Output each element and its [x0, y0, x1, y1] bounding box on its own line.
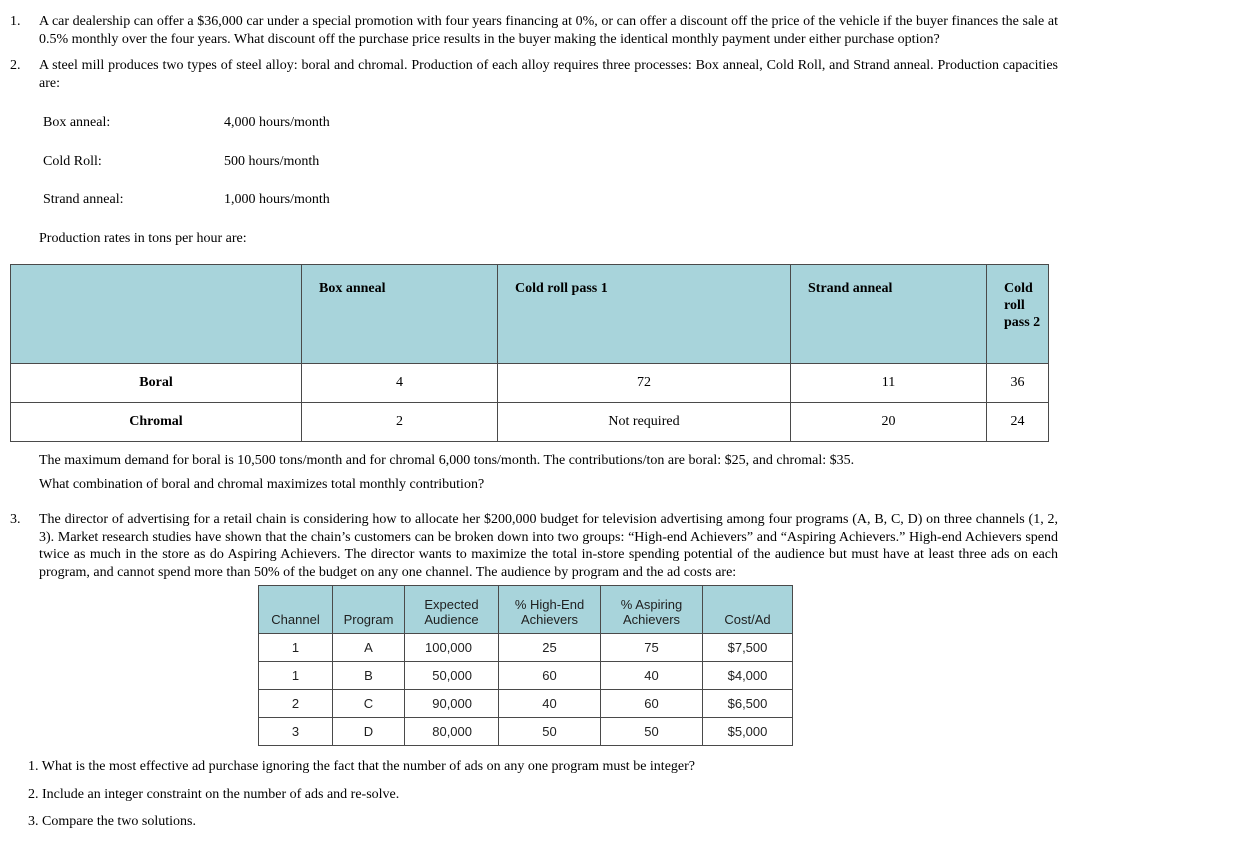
- rates-header-strand-anneal: Strand anneal: [791, 265, 987, 364]
- table-cell: 90,000: [405, 690, 499, 718]
- problem-2-number: 2.: [10, 58, 21, 73]
- row-header-boral: Boral: [11, 364, 302, 403]
- ads-row-program-d: [259, 718, 793, 746]
- table-cell: 75: [601, 634, 703, 662]
- subquestion-list: [28, 758, 1058, 831]
- table-cell: 40: [601, 662, 703, 690]
- ads-row-program-b: [259, 662, 793, 690]
- table-cell: 20: [791, 403, 987, 442]
- ads-header-channel: Channel: [259, 586, 333, 634]
- subquestion-3: 3. Compare the two solutions.: [28, 814, 196, 829]
- table-cell: 2: [302, 403, 498, 442]
- capacity-label: Strand anneal:: [43, 192, 124, 207]
- table-cell: 11: [791, 364, 987, 403]
- row-header-chromal: Chromal: [11, 403, 302, 442]
- ads-header-row: [259, 586, 793, 634]
- table-cell: $6,500: [703, 690, 793, 718]
- demand-text: The maximum demand for boral is 10,500 tons/month and for chromal 6,000 tons/month. The contributions/ton are boral: $25, and chromal: $35.: [39, 453, 855, 468]
- table-cell: $4,000: [703, 662, 793, 690]
- table-cell: 100,000: [405, 634, 499, 662]
- ads-header-high-end-achievers: % High-End Achievers: [499, 586, 601, 634]
- ads-header-expected-audience: Expected Audience: [405, 586, 499, 634]
- ads-row-program-a: [259, 634, 793, 662]
- capacity-row-cold-roll: [43, 153, 1058, 171]
- ads-header-aspiring-achievers: % Aspiring Achievers: [601, 586, 703, 634]
- production-rates-caption: Production rates in tons per hour are:: [39, 230, 247, 246]
- table-cell: B: [333, 662, 405, 690]
- rates-header-row: [11, 265, 1049, 364]
- table-cell: 50: [601, 718, 703, 746]
- table-cell: C: [333, 690, 405, 718]
- problem-3-intro: The director of advertising for a retail chain is considering how to allocate her $200,000 budget for television advertising among four programs (A, B, C, D) on three channels (1, 2, 3). Market research studies have shown that the chain’s customers can be broken down into two groups: “High-end Achievers” and “Aspiring Achievers.” High-end Achievers spend twice as much in the store as do Aspiring Achievers. The director wants to maximize the total in-store spending potential of the audience but must have at least three ads on each program, and cannot spend more than 50% of the budget on any one channel. The audience by program and the ad costs are:: [39, 512, 1058, 580]
- subquestion-1: 1. What is the most effective ad purchase ignoring the fact that the number of ads on any one program must be integer?: [28, 759, 695, 774]
- subquestion-2: 2. Include an integer constraint on the number of ads and re-solve.: [28, 786, 400, 802]
- table-cell: A: [333, 634, 405, 662]
- capacity-label: Cold Roll:: [43, 153, 102, 169]
- problem-2-question: What combination of boral and chromal maximizes total monthly contribution?: [39, 476, 485, 492]
- problem-1-content: [39, 13, 1058, 48]
- rates-row-chromal: [11, 403, 1049, 442]
- problem-3-content: [28, 511, 1058, 841]
- problem-2-intro: A steel mill produces two types of steel alloy: boral and chromal. Production of each alloy requires three processes: Box anneal, Cold Roll, and Strand anneal. Production capacities are:: [39, 58, 1058, 91]
- problem-1-text: A car dealership can offer a $36,000 car under a special promotion with four years financing at 0%, or can offer a discount off the price of the vehicle if the buyer finances the sale at 0.5% monthly over the four years. What discount off the purchase price results in the buyer making the identical monthly payment under either purchase option?: [39, 14, 1058, 47]
- table-cell: $7,500: [703, 634, 793, 662]
- table-cell: 50,000: [405, 662, 499, 690]
- rates-header-empty-cell: [11, 265, 302, 364]
- problem-1: [10, 13, 1058, 48]
- table-cell: 50: [499, 718, 601, 746]
- table-cell: $5,000: [703, 718, 793, 746]
- problem-2-content: [39, 57, 1058, 502]
- table-cell: 60: [499, 662, 601, 690]
- rates-header-cold-roll-pass-1: Cold roll pass 1: [498, 265, 791, 364]
- capacity-value: 1,000 hours/month: [224, 192, 330, 207]
- table-cell: 72: [498, 364, 791, 403]
- ads-header-cost-per-ad: Cost/Ad: [703, 586, 793, 634]
- table-cell: 4: [302, 364, 498, 403]
- capacity-row-strand-anneal: [43, 191, 1058, 209]
- problem-3-number: 3.: [10, 512, 21, 527]
- ads-header-program: Program: [333, 586, 405, 634]
- capacity-row-box-anneal: [43, 114, 1058, 132]
- table-cell: 3: [259, 718, 333, 746]
- problem-3: [10, 511, 1058, 841]
- table-cell: 60: [601, 690, 703, 718]
- problem-2: [10, 57, 1058, 502]
- capacity-list: [43, 114, 1058, 209]
- rates-header-cold-roll-pass-2: Cold roll pass 2: [987, 265, 1049, 364]
- capacity-value: 4,000 hours/month: [224, 115, 330, 130]
- capacity-label: Box anneal:: [43, 115, 111, 130]
- rates-header-box-anneal: Box anneal: [302, 265, 498, 364]
- table-cell: D: [333, 718, 405, 746]
- table-cell: 1: [259, 662, 333, 690]
- capacity-value: 500 hours/month: [224, 153, 320, 169]
- table-cell: 36: [987, 364, 1049, 403]
- table-cell: 1: [259, 634, 333, 662]
- problem-1-number: 1.: [10, 14, 21, 29]
- ad-audience-table: [258, 585, 793, 746]
- ads-row-program-c: [259, 690, 793, 718]
- table-cell: Not required: [498, 403, 791, 442]
- table-cell: 40: [499, 690, 601, 718]
- table-cell: 80,000: [405, 718, 499, 746]
- table-cell: 25: [499, 634, 601, 662]
- table-cell: 2: [259, 690, 333, 718]
- table-cell: 24: [987, 403, 1049, 442]
- production-rates-table: [10, 264, 1049, 442]
- rates-row-boral: [11, 364, 1049, 403]
